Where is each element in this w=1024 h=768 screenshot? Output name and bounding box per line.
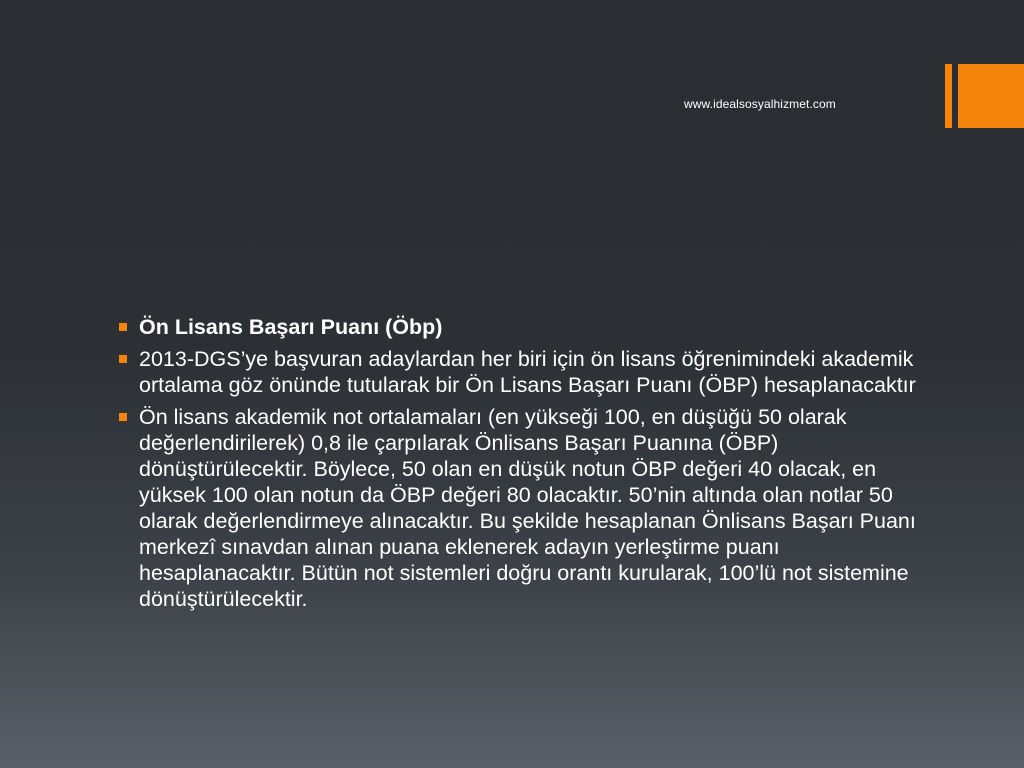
- bullet-text: 2013-DGS’ye başvuran adaylardan her biri için ön lisans öğrenimindeki akademik ortalama göz önünde tutularak bir Ön Lisans Başarı Puanı (ÖBP) hesaplanacaktır: [139, 347, 916, 397]
- bullet-text: Ön lisans akademik not ortalamaları (en yükseği 100, en düşüğü 50 olarak değerlendirilerek) 0,8 ile çarpılarak Önlisans Başarı Puanına (ÖBP) dönüştürülecektir. Böylece, 50 olan en düşük notun ÖBP değeri 40 olacak, en yüksek 100 olan notun da ÖBP değeri 80 olacaktır. 50’nin altında olan notlar 50 olarak değerlendirmeye alınacaktır. Bu şekilde hesaplanan Önlisans Başarı Puanı merkezî sınavdan alınan puana eklenerek adayın yerleştirme puanı hesaplanacaktır. Bütün not sistemleri doğru orantı kurularak, 100’lü not sistemine dönüştürülecektir.: [139, 405, 916, 611]
- bullet-text: Ön Lisans Başarı Puanı (Öbp): [139, 315, 443, 339]
- bullet-item-heading: [118, 314, 918, 340]
- square-bullet-icon: [119, 355, 127, 363]
- square-bullet-icon: [119, 413, 127, 421]
- bullet-item-calculation: [118, 404, 918, 612]
- bullet-item-application: [118, 346, 918, 398]
- square-bullet-icon: [119, 323, 127, 331]
- accent-bar-thin: [945, 64, 952, 128]
- bullet-list: [118, 314, 918, 618]
- website-url: www.idealsosyalhizmet.com: [684, 97, 836, 111]
- accent-bar-thick: [958, 64, 1024, 128]
